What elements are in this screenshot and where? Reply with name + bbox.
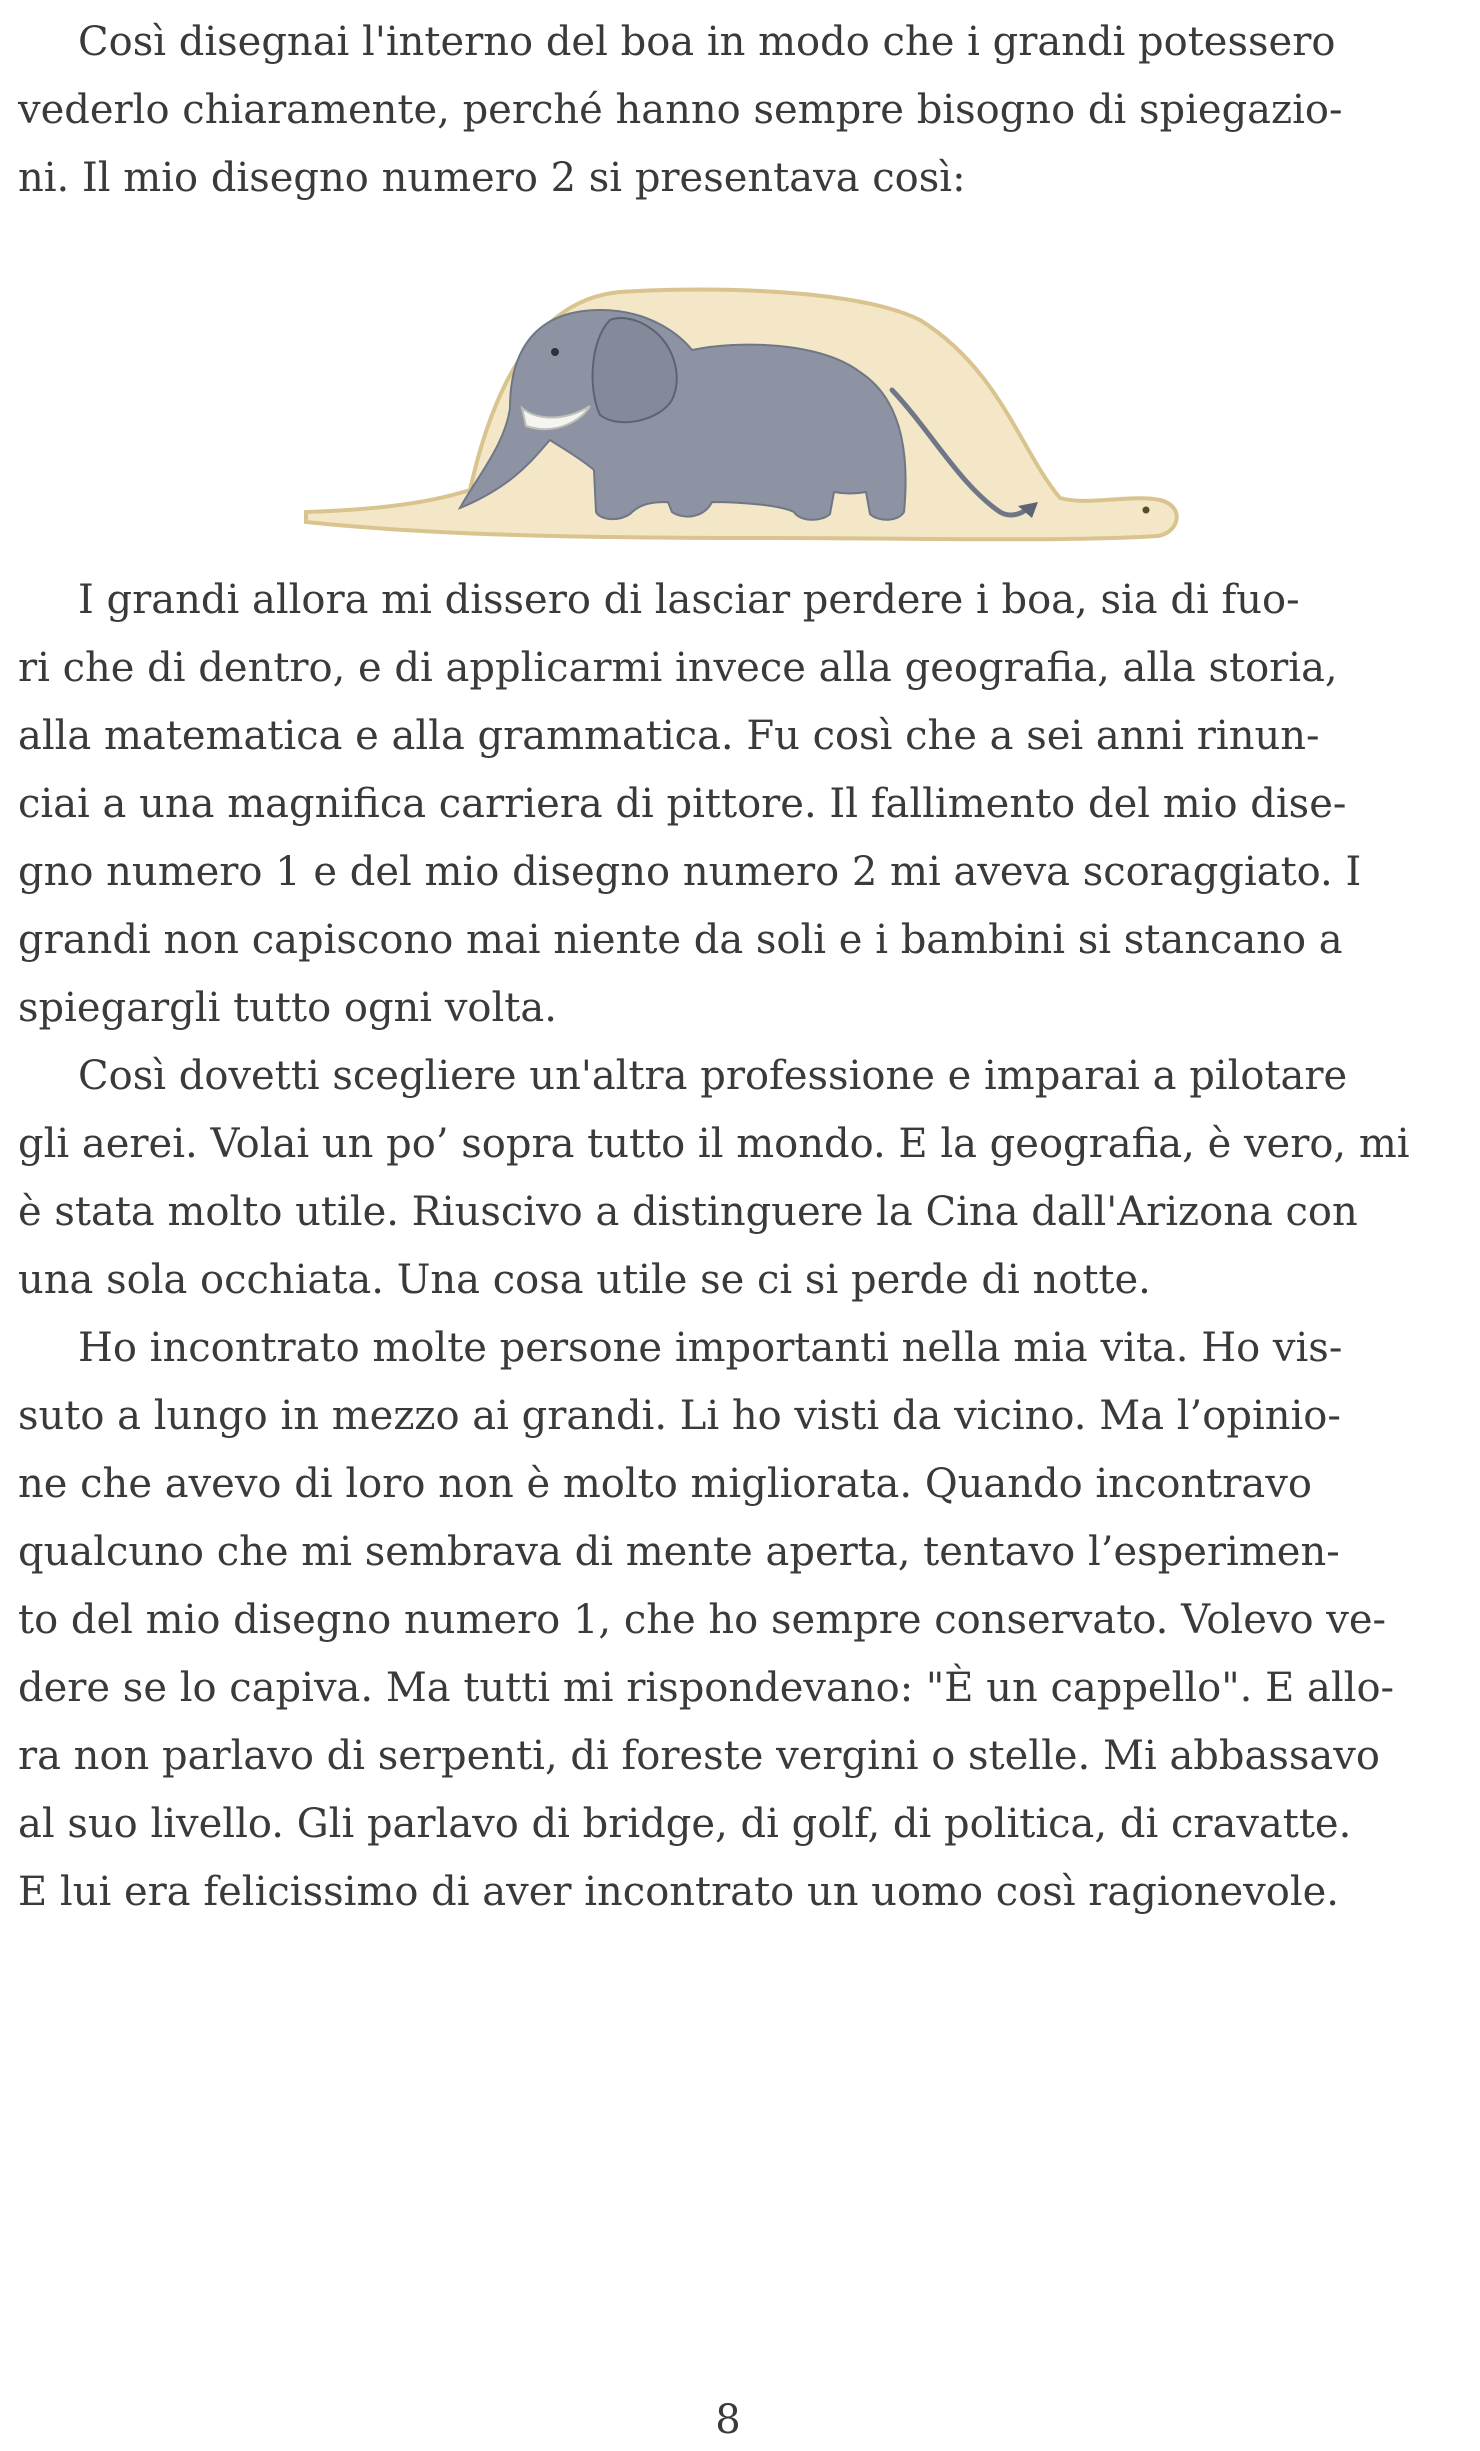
text-line: ne che avevo di loro non è molto migliorata. Quando incontravo [18, 1461, 1312, 1507]
page-number: 8 [715, 2397, 741, 2443]
text-line: ri che di dentro, e di applicarmi invece alla geografia, alla storia, [18, 645, 1338, 691]
text-line: suto a lungo in mezzo ai grandi. Li ho visti da vicino. Ma l’opinio- [18, 1393, 1341, 1439]
text-line: Così disegnai l'interno del boa in modo che i grandi potessero [78, 19, 1336, 65]
text-line: qualcuno che mi sembrava di mente aperta, tentavo l’esperimen- [18, 1529, 1340, 1575]
text-line: al suo livello. Gli parlavo di bridge, di golf, di politica, di cravatte. [18, 1801, 1352, 1847]
text-line: grandi non capiscono mai niente da soli e i bambini si stancano a [18, 917, 1343, 963]
text-line: ra non parlavo di serpenti, di foreste vergini o stelle. Mi abbassavo [18, 1733, 1380, 1779]
text-line: gno numero 1 e del mio disegno numero 2 mi aveva scoraggiato. I [18, 849, 1362, 895]
text-line: Ho incontrato molte persone importanti nella mia vita. Ho vis- [78, 1325, 1343, 1371]
text-line: dere se lo capiva. Ma tutti mi rispondevano: "È un cappello". E allo- [18, 1665, 1395, 1711]
boa-eye [1143, 507, 1150, 514]
text-line: spiegargli tutto ogni volta. [18, 985, 557, 1031]
text-line: gli aerei. Volai un po’ sopra tutto il mondo. E la geografia, è vero, mi [18, 1121, 1410, 1167]
text-line: alla matematica e alla grammatica. Fu così che a sei anni rinun- [18, 713, 1320, 759]
text-line: è stata molto utile. Riuscivo a distinguere la Cina dall'Arizona con [18, 1189, 1358, 1235]
book-page [18, 0, 1438, 2451]
elephant-inside-boa-illustration [300, 280, 1180, 550]
text-line: E lui era felicissimo di aver incontrato un uomo così ragionevole. [18, 1869, 1340, 1915]
text-line: ni. Il mio disegno numero 2 si presentava così: [18, 155, 966, 201]
text-line: vederlo chiaramente, perché hanno sempre bisogno di spiegazio- [18, 87, 1343, 133]
text-line: Così dovetti scegliere un'altra professione e imparai a pilotare [78, 1053, 1348, 1099]
elephant-eye [551, 348, 559, 356]
text-line: to del mio disegno numero 1, che ho sempre conservato. Volevo ve- [18, 1597, 1387, 1643]
text-line: ciai a una magnifica carriera di pittore. Il fallimento del mio dise- [18, 781, 1347, 827]
text-line: una sola occhiata. Una cosa utile se ci si perde di notte. [18, 1257, 1151, 1303]
text-line: I grandi allora mi dissero di lasciar perdere i boa, sia di fuo- [78, 577, 1300, 623]
